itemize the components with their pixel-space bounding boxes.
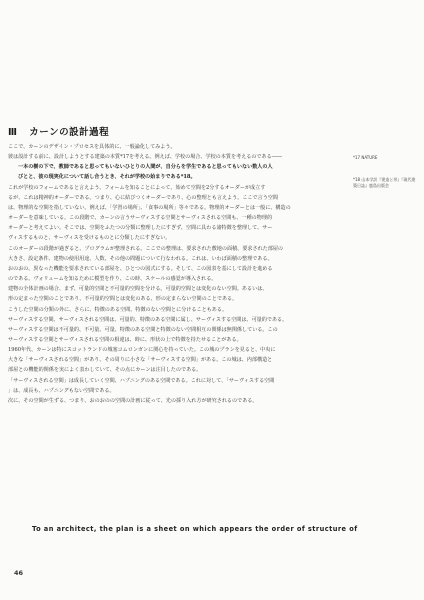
body-line: は、物理的な空間を指していない。例えば、「学習の場所」、「食事の場所」等々である。物理的オーダーとは一般に、構造の bbox=[8, 204, 291, 211]
body-line: 部屋との機能的関係を実によく表わしていて、その点にカーンは注目したのである。 bbox=[8, 367, 202, 374]
body-line: サーヴィスする空間、サーヴィスされる空間は、可量的、特徴のある空間に属し、サーヴィスする空間は、可量的である。 bbox=[8, 316, 288, 323]
margin-note: *18 山本学訳『建造と形』『現代建築日誌』鹿島出版会 bbox=[353, 177, 416, 188]
body-line: 建物の全体計画の場合、まず、可量的空間と不可量的空間を分ける。可量的空間とは変化のない空間。あるいは、 bbox=[8, 286, 268, 293]
section-heading bbox=[8, 124, 109, 138]
body-line: ここで、カーンのデザイン・プロセスを具体的に、一般論化してみよう。 bbox=[8, 144, 176, 150]
body-line: おのおの、異なった機能を要求されている部屋を、ひとつの図式にする。そして、この図表を基にして設計を進める bbox=[8, 265, 273, 272]
body-line: 彼は設計する前に、設計しようとする建築の本質*17を考える。例えば、学校の場合、学校の本質を考えるのである―― bbox=[8, 154, 282, 161]
section-title: カーンの設計過程 bbox=[29, 127, 110, 138]
body-text bbox=[8, 142, 344, 406]
body-line: オーダーと考えてよい。そこでは、空間をふたつの分類に整理したにすぎず、空間に具わる諸特徴を整理して、サー bbox=[8, 225, 273, 232]
body-line: オーダーを意味している。この段階で、カーンの言うサーヴィスする空間とサーヴィスされる空間も、一種の物理的 bbox=[8, 215, 273, 222]
body-line: のである。ヴォリュームを知るために模型を作り、この時、スケールの感覚が導入される。 bbox=[8, 276, 217, 283]
body-line: 「サーヴィスされる空間」は成長していく空間、ハプニングのある空間である。これに対して、「サーヴィスする空間 bbox=[8, 377, 275, 384]
english-quote-line: To an architect, the plan is a sheet on which appears the order of structure of bbox=[32, 525, 358, 533]
body-line: こうした空間の分類の外に、さらに、特徴のある空間、特徴のない空間とに分けることもある。 bbox=[8, 306, 228, 313]
body-line: このオーダーの段階が過ぎると、プログラムが整理される。ここでの整理は、要求された敷地の面積、要求された部屋の bbox=[8, 245, 284, 252]
page-number: 46 bbox=[14, 569, 24, 577]
body-line: 次に、その空間が生ずる、つまり、おのおのの空間の計画に従って、光の採り入れ方が研究されるのである。 bbox=[8, 397, 258, 404]
section-numeral: Ⅲ bbox=[8, 127, 18, 138]
body-line: 大きな「サーヴィスされる空間」があり、その周りに小さな「サーヴィスする空間」がある。この城は、内部構造と bbox=[8, 357, 273, 364]
body-line: サーヴィスする空間とサーヴィスされる空間の相違は、時に、形状の上で特徴を持たせることがある。 bbox=[8, 336, 242, 343]
body-line: 一本の樹の下で、教師であると思ってもいないひとりの人間が、自分らを学生であると思ってもいない数人の人 bbox=[18, 164, 273, 171]
body-line: 1960年代、カーンは特にスコットランドの城塞コムロンガンに関心を持っていた。この城のプランを見ると、中央に bbox=[8, 347, 276, 354]
body-line: るが、これは精神的オーダーである。つまり、心に結びつくオーダーであり、心の整理とも言えよう。ここで言う空間 bbox=[8, 194, 278, 201]
margin-note: *17 NATURE bbox=[353, 155, 378, 160]
body-line: 大きさ、設定条件、建物の使用用途、人数、その他の問題について行なわれる。これは、いわば面積の整理である。 bbox=[8, 255, 273, 262]
body-line: 」は、成長も、ハプニングもない空間である。 bbox=[8, 387, 115, 394]
body-line: サーヴィスする空間は不可量的、不可量、可量、特徴のある空間と特徴のない空間相互の関係は無関係している。この bbox=[8, 326, 278, 333]
body-line: 形の定まった空間のことであり、不可量的空間とは変化のある、形の定まらない空間のことである。 bbox=[8, 296, 238, 303]
body-line: ヴィスするものと、サーヴィスを受けるものとに分類したにすぎない。 bbox=[8, 235, 171, 242]
margin-notes bbox=[353, 155, 419, 205]
body-line: びとと、彼の現実化について話し合うとき、それが学校の始まりである*18。 bbox=[18, 174, 196, 181]
body-line: これが学校のフォームであると言えよう。フォームを知ることによって、始めて空間を2分するオーダーが成立す bbox=[8, 184, 266, 191]
